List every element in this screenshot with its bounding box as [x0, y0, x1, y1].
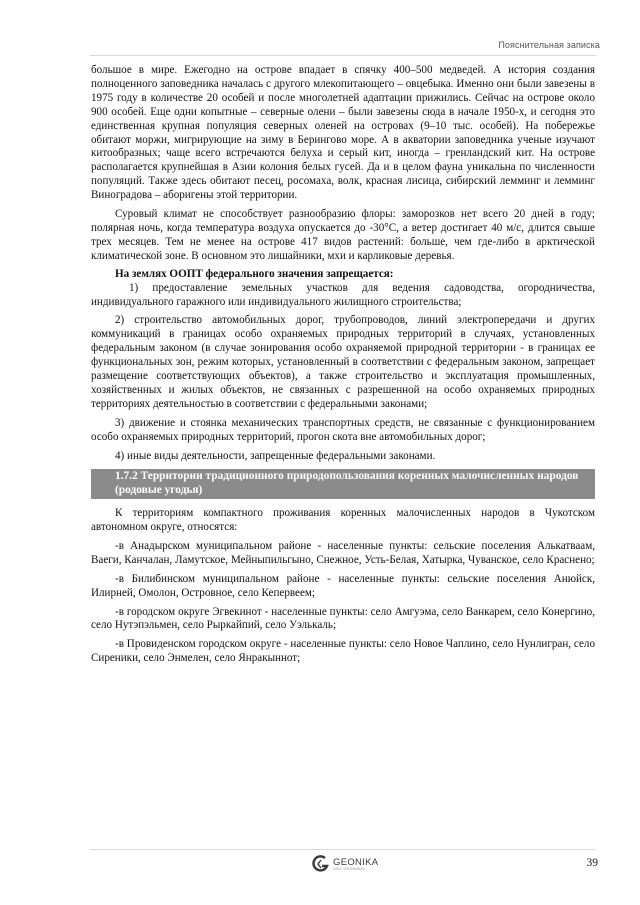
prohibited-item-3: 3) движение и стоянка механических транспортных средств, не связанные с функционированием особо охраняемых природных территорий, прогон скота вне автомобильных дорог;: [91, 416, 595, 443]
paragraph-fauna: большое в мире. Ежегодно на острове впадает в спячку 400–500 медведей. А история создания полноценного заповедника началась с другого млекопитающего – овцебыка. Именно они были завезены в 1975 году в количестве 20 особей и после многолетней адаптации прижились. Сейчас на острове около 900 особей. Еще одни копытные – северные олени – были завезены сюда в начале 1950-х, и сегодня это единственная крупная популяция северных оленей на островах (9–10 тыс. особей). На побережье обитают моржи, мигрирующие на зиму в Берингово море. А в акватории заповедника ученые изучают китообразных; чаще всего встречаются белуха и серый кит, иногда – гренландский кит. На острове располагается крупнейшая в Азии колония белых гусей. Да и в целом фауна уникальна по численности популяций. Также здесь обитают песец, росомаха, волк, красная лисица, сибирский лемминг и лемминг Виноградова – аборигены этой территории.: [91, 64, 595, 202]
geonika-logo: [312, 852, 378, 876]
footer-divider: [90, 849, 596, 850]
geonika-logo-wordmark: [333, 858, 378, 871]
territory-anadyr: -в Анадырском муниципальном районе - населенные пункты: сельские поселения Алькатваам, Ваеги, Канчалан, Ламутское, Мейныпильгыно, Снежное, Усть-Белая, Хатырка, Чуванское, село Краснено;: [91, 539, 595, 566]
document-body: [91, 64, 595, 666]
logo-text: GEONIKA: [333, 856, 379, 868]
prohibited-item-2: 2) строительство автомобильных дорог, трубопроводов, линий электропередачи и других коммуникаций в границах особо охраняемых природных территорий в случаях, установленных федеральным законом (в случае зонирования особо охраняемой природной территории - в границах ее функциональных зон, режим которых, установленный в соответствии с федеральным законом, запрещает размещение соответствующих объектов), а также строительство и эксплуатация промышленных, хозяйственных и жилых объектов, не связанных с разрешенной на особо охраняемых природных территориях деятельностью в соответствии с федеральными законами;: [91, 314, 595, 410]
territory-provideniya: -в Провиденском городском округе - населенные пункты: село Новое Чаплино, село Нунлигран, село Сиреники, село Энмелен, село Янракыннот;: [91, 638, 595, 665]
prohibited-item-1: 1) предоставление земельных участков для ведения садоводства, огородничества, индивидуального гаражного или индивидуального жилищного строительства;: [91, 281, 595, 308]
header-divider: [90, 55, 596, 56]
territory-egvekinot: -в городском округе Эгвекинот - населенные пункты: село Амгуэма, село Ванкарем, село Конергино, село Нутэпэльмен, село Рыркайпий, село Уэлькаль;: [91, 605, 595, 632]
prohibited-heading: На землях ООПТ федерального значения запрещается:: [115, 267, 394, 280]
geonika-logo-icon: [312, 854, 330, 874]
paragraph-flora: Суровый климат не способствует разнообразию флоры: заморозков нет всего 20 дней в году; полярная ночь, когда температура воздуха опускается до -30°C, а ветер достигает 40 м/с, длится свыше трех месяцев. Тем не менее на острове 417 видов растений: больше, чем где-либо в арктической климатической зоне. В основном это лишайники, мхи и карликовые деревья.: [91, 208, 595, 262]
logo-subtext: ООО «ГЕОНИКА»: [333, 866, 366, 871]
page-number: 39: [586, 857, 598, 869]
section-heading-1-7-2: 1.7.2 Территории традиционного природопользования коренных малочисленных народов (родовые угодья): [91, 469, 595, 499]
territories-intro: К территориям компактного проживания коренных малочисленных народов в Чукотском автономном округе, относятся:: [91, 507, 595, 533]
territory-bilibino: -в Билибинском муниципальном районе - населенные пункты: сельские поселения Анюйск, Илирней, Омолон, Островное, село Кепервеем;: [91, 572, 595, 599]
prohibited-item-4: 4) иные виды деятельности, запрещенные федеральными законами.: [115, 449, 436, 462]
header-title: Пояснительная записка: [498, 40, 600, 50]
